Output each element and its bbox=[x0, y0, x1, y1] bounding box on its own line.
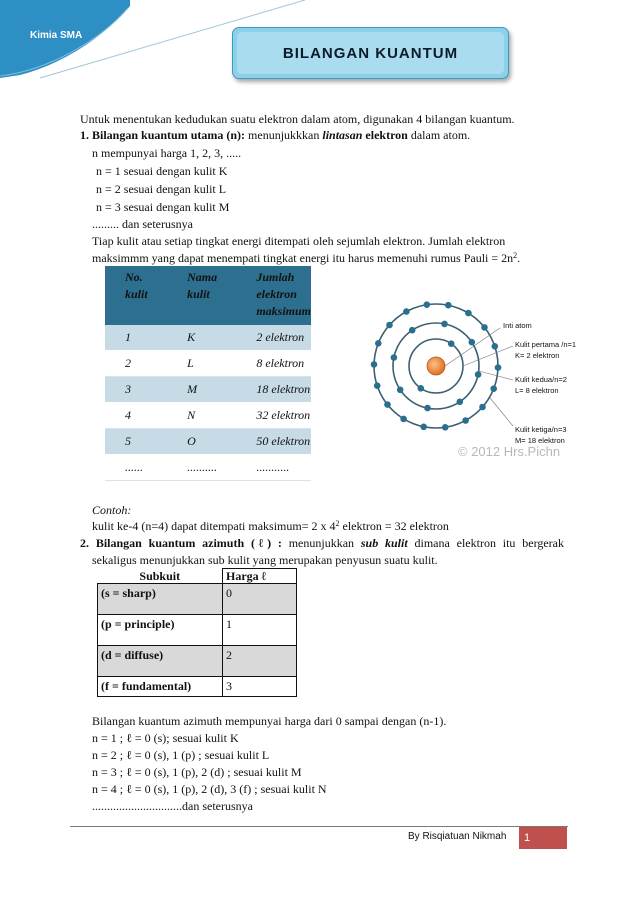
table-row: (p = principle) 1 bbox=[98, 615, 297, 646]
electron bbox=[492, 343, 499, 350]
table-row: (s = sharp) 0 bbox=[98, 584, 297, 615]
label-kulit3-b: M= 18 elektron bbox=[515, 436, 565, 445]
corner-label: Kimia SMA bbox=[30, 30, 83, 41]
table-row: 5 O 50 elektron bbox=[105, 429, 311, 455]
section2-desc-2: sekaligus menunjukkan sub kulit yang merupakan penyusun suatu kulit. bbox=[92, 553, 438, 567]
electron bbox=[420, 424, 427, 431]
label-kulit1-a: Kulit pertama /n=1 bbox=[515, 340, 577, 349]
table-row: 1 K 2 elektron bbox=[105, 325, 311, 351]
intro-text: Untuk menentukan kedudukan suatu elektron dalam atom, digunakan 4 bilangan kuantum. bbox=[80, 112, 515, 126]
table-row: (f = fundamental) 3 bbox=[98, 677, 297, 697]
electron bbox=[462, 417, 469, 424]
electron bbox=[391, 354, 398, 361]
example-label: Contoh: bbox=[92, 503, 132, 517]
watermark: © 2012 Hrs.Pichn bbox=[458, 444, 561, 458]
n-line-2: n = 2 sesuai dengan kulit L bbox=[96, 182, 227, 196]
section2-heading: 2. Bilangan kuantum azimuth (ℓ) : menunjukkan sub kulit dimana elektron itu bergerak bbox=[80, 536, 564, 550]
electron bbox=[424, 405, 431, 412]
electron bbox=[374, 382, 381, 389]
electron bbox=[448, 340, 455, 347]
azimuth-etc: ..............................dan seterusnya bbox=[92, 799, 253, 813]
label-kulit1-b: K= 2 elektron bbox=[515, 351, 560, 360]
label-inti-atom: Inti atom bbox=[503, 321, 532, 330]
electron bbox=[475, 371, 482, 378]
electron bbox=[490, 385, 497, 392]
label-kulit2-a: Kulit kedua/n=2 bbox=[515, 375, 567, 384]
azimuth-line-2: n = 2 ; ℓ = 0 (s), 1 (p) ; sesuai kulit L bbox=[92, 748, 270, 762]
azimuth-line-3: n = 3 ; ℓ = 0 (s), 1 (p), 2 (d) ; sesuai kulit M bbox=[92, 765, 302, 779]
th-harga: Harga ℓ bbox=[223, 569, 297, 584]
electron bbox=[418, 385, 425, 392]
azimuth-summary: Bilangan kuantum azimuth mempunyai harga dari 0 sampai dengan (n-1). bbox=[92, 714, 447, 728]
n-line-3: n = 3 sesuai dengan kulit M bbox=[96, 200, 230, 214]
electron bbox=[445, 302, 452, 309]
nucleus bbox=[427, 357, 445, 375]
electron bbox=[397, 387, 404, 394]
electron bbox=[469, 339, 476, 346]
electron bbox=[400, 416, 407, 423]
electron bbox=[384, 401, 391, 408]
electron bbox=[386, 322, 393, 329]
th-no-kulit: No. kulit bbox=[105, 266, 167, 325]
page-number: 1 bbox=[519, 827, 567, 849]
table-row: ...... .......... ........... bbox=[105, 455, 311, 481]
subshell-table bbox=[97, 568, 297, 697]
electron bbox=[424, 301, 431, 308]
shell-table bbox=[105, 266, 311, 481]
table-row: (d = diffuse) 2 bbox=[98, 646, 297, 677]
th-jumlah-elektron: Jumlah elektron maksimum bbox=[236, 266, 311, 325]
section1-heading: 1. Bilangan kuantum utama (n): menunjukkkan lintasan elektron dalam atom. bbox=[80, 128, 471, 142]
electron bbox=[465, 310, 472, 317]
atom-diagram bbox=[363, 286, 590, 458]
pauli-para-1: Tiap kulit atau setiap tingkat energi ditempati oleh sejumlah elektron. Jumlah elektron bbox=[92, 234, 506, 248]
electron bbox=[479, 404, 486, 411]
electron bbox=[403, 308, 410, 315]
table-row: 2 L 8 elektron bbox=[105, 351, 311, 377]
page-title: BILANGAN KUANTUM bbox=[282, 44, 459, 62]
label-kulit3-a: Kulit ketiga/n=3 bbox=[515, 425, 567, 434]
footer-author: By Risqiatuan Nikmah bbox=[408, 831, 507, 842]
azimuth-line-1: n = 1 ; ℓ = 0 (s); sesuai kulit K bbox=[92, 731, 239, 745]
example-text: kulit ke-4 (n=4) dapat ditempati maksimum= 2 x $4^2$ elektron = 32 elektron bbox=[92, 519, 449, 533]
electron bbox=[495, 364, 502, 371]
footer-divider bbox=[70, 826, 568, 827]
electron bbox=[481, 324, 488, 331]
th-subkulit: Subkuit bbox=[139, 568, 181, 583]
pauli-para-2: maksimmm yang dapat menempati tingkat energi itu harus memenuhi rumus Pauli = $2n^2$. bbox=[92, 251, 521, 265]
n-etc: ......... dan seterusnya bbox=[92, 217, 193, 231]
electron bbox=[409, 327, 416, 334]
electron bbox=[371, 361, 378, 368]
table-row: 3 M 18 elektron bbox=[105, 377, 311, 403]
n-line-1: n = 1 sesuai dengan kulit K bbox=[96, 164, 228, 178]
electron bbox=[442, 424, 449, 431]
label-kulit2-b: L= 8 elektron bbox=[515, 386, 559, 395]
table-row: 4 N 32 elektron bbox=[105, 403, 311, 429]
electron bbox=[375, 340, 382, 347]
title-box bbox=[232, 27, 509, 79]
electron bbox=[457, 399, 464, 406]
azimuth-line-4: n = 4 ; ℓ = 0 (s), 1 (p), 2 (d), 3 (f) ; sesuai kulit N bbox=[92, 782, 327, 796]
th-nama-kulit: Nama kulit bbox=[167, 266, 236, 325]
n-values: n mempunyai harga 1, 2, 3, ..... bbox=[92, 146, 242, 160]
electron bbox=[441, 321, 448, 328]
